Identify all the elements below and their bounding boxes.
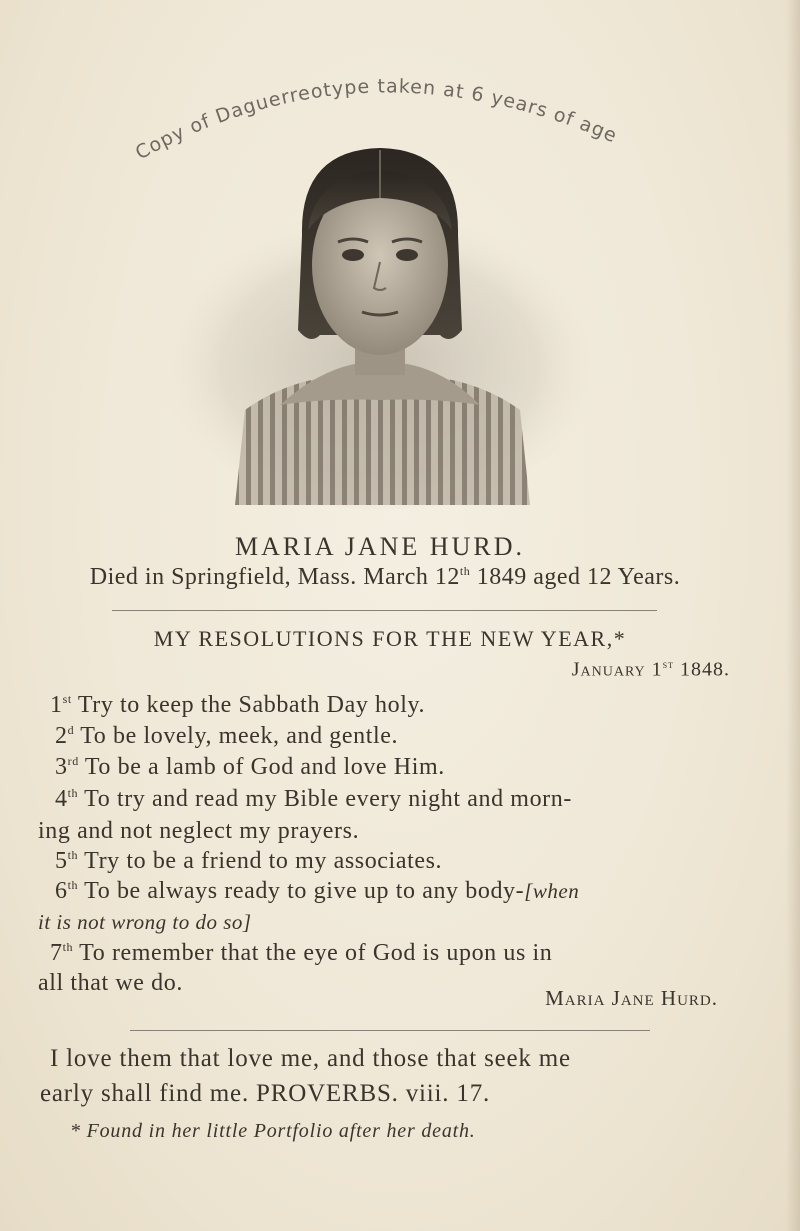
death-notice: Died in Springfield, Mass. March 12th 1849 aged 12 Years. [89,564,681,590]
card-edge-shadow [786,0,800,1231]
resolution-2: 2$^d$ To be lovely, meek, and gentle. [55,723,399,749]
signature: Maria Jane Hurd. [545,986,718,1010]
resolution-7: 7th To remember that the eye of God is upon us in [50,940,553,966]
resolution-7-continued: all that we do. [38,970,183,996]
proverb-line-1: I love them that love me, and those that seek me [50,1045,571,1072]
resolution-1: 1st Try to keep the Sabbath Day holy. [50,692,426,718]
footnote: * Found in her little Portfolio after her death. [70,1120,476,1142]
resolution-5: 5th Try to be a friend to my associates. [55,848,443,874]
resolution-3: 3rd To be a lamb of God and love Him. [55,754,445,780]
portrait-engraving [150,140,610,510]
caption-text: Copy of Daguerreotype taken at 6 years of age [131,75,621,165]
divider-rule-lower [130,1030,650,1031]
person-name: MARIA JANE HURD. [235,532,525,561]
proverb-line-2: early shall find me. PROVERBS. viii. 17. [40,1080,491,1107]
resolution-4-continued: ing and not neglect my prayers. [38,818,360,844]
resolution-6-continued: it is not wrong to do so] [38,910,252,934]
divider-rule [112,610,657,611]
resolution-4: 4th To try and read my Bible every night and morn- [55,786,572,812]
resolution-6: 6th To be always ready to give up to any body-[when [55,878,580,904]
resolutions-date: January 1st 1848. [571,657,730,681]
resolutions-heading: MY RESOLUTIONS FOR THE NEW YEAR,* [153,626,627,651]
